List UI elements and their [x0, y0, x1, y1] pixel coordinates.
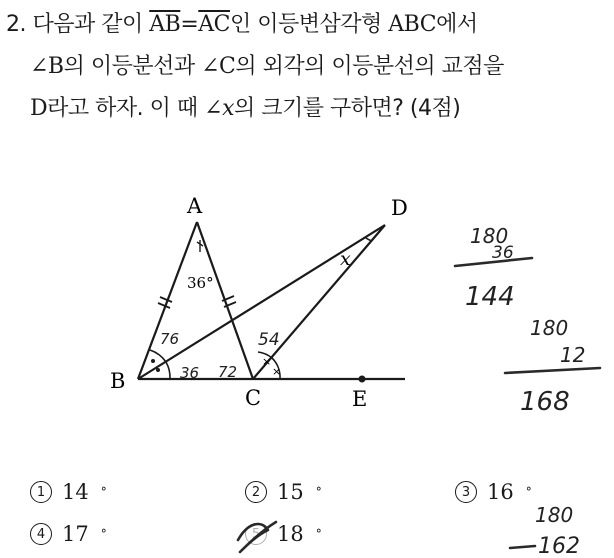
- angle-dot-b-1: [151, 359, 155, 363]
- choice-3-unit: °: [525, 485, 532, 499]
- question-number: 2.: [6, 12, 26, 37]
- choice-1-unit: °: [100, 485, 107, 499]
- choice-1[interactable]: [30, 480, 107, 504]
- tick-ab-1: [160, 297, 172, 302]
- choice-5-value: 18: [277, 522, 304, 546]
- choice-3[interactable]: [455, 480, 532, 504]
- calc2-result: 168: [520, 387, 570, 417]
- choice-4-marker: 4: [30, 523, 52, 545]
- choice-5-unit: °: [315, 527, 322, 541]
- segment-ac: $\overline{AC}$: [198, 12, 230, 37]
- angle-dot-b-2: [156, 368, 160, 372]
- choice-5[interactable]: [245, 522, 322, 546]
- calc3-mid: 162: [538, 534, 580, 558]
- label-e: E: [352, 387, 368, 411]
- question-text-part: 다음과 같이: [32, 12, 143, 37]
- hand-54: 54: [258, 330, 280, 350]
- choice-2-marker: 2: [245, 481, 267, 503]
- point-d-text: D: [30, 96, 48, 121]
- choice-1-value: 14: [62, 480, 89, 504]
- label-c: C: [245, 386, 262, 410]
- angle-arc-d: [366, 238, 372, 241]
- label-a: A: [187, 194, 203, 218]
- choice-4[interactable]: [30, 522, 107, 546]
- angle-x-text: ∠x: [204, 96, 234, 121]
- segment-cd: [253, 225, 385, 379]
- label-x: x: [340, 248, 351, 270]
- choice-3-marker: 3: [455, 481, 477, 503]
- angle-mark-c-1: ×: [262, 355, 272, 368]
- question-text-part: 라고 하자. 이 때: [47, 96, 198, 121]
- hand-72: 72: [218, 363, 238, 381]
- angle-a-value: 36°: [187, 274, 214, 292]
- point-e-dot: [359, 376, 366, 383]
- calc3-top: 180: [535, 503, 574, 527]
- calc1-result: 144: [465, 282, 515, 312]
- choice-1-marker: 1: [30, 481, 52, 503]
- points-label: (4점): [409, 96, 461, 121]
- choice-2-value: 15: [277, 480, 304, 504]
- calc3-minus: [510, 546, 535, 548]
- angle-mark-c-2: ×: [272, 365, 282, 378]
- label-d: D: [391, 196, 408, 220]
- question-text-part: 의 크기를 구하면?: [233, 96, 404, 121]
- choice-2-unit: °: [315, 485, 322, 499]
- question-text-part: 에서: [436, 12, 478, 37]
- calc2-top: 180: [530, 316, 569, 340]
- calc1-top: 180: [470, 224, 509, 248]
- choice-3-value: 16: [487, 480, 514, 504]
- angle-b-text: ∠B: [30, 54, 64, 79]
- question-text-part: 인 이등변삼각형: [230, 12, 382, 37]
- hand-76: 76: [160, 330, 180, 348]
- triangle-name: ABC: [388, 12, 437, 37]
- question-text-part: 의 이등분선과: [63, 54, 195, 79]
- angle-arc-b-lower: [166, 362, 170, 379]
- angle-c-text: ∠C: [201, 54, 236, 79]
- choice-4-unit: °: [100, 527, 107, 541]
- calc2-line: [505, 368, 600, 373]
- calc2-mid: 12: [560, 343, 586, 367]
- choice-4-value: 17: [62, 522, 89, 546]
- label-b: B: [110, 369, 126, 393]
- choice-2[interactable]: [245, 480, 322, 504]
- equals-sign: =: [180, 12, 199, 37]
- choice-5-marker: 5: [245, 523, 267, 545]
- calc1-mid: 36: [492, 243, 514, 263]
- question-text-part: 의 외각의 이등분선의 교점을: [235, 54, 504, 79]
- segment-ab: $\overline{AB}$: [149, 12, 181, 37]
- hand-36: 36: [180, 364, 200, 382]
